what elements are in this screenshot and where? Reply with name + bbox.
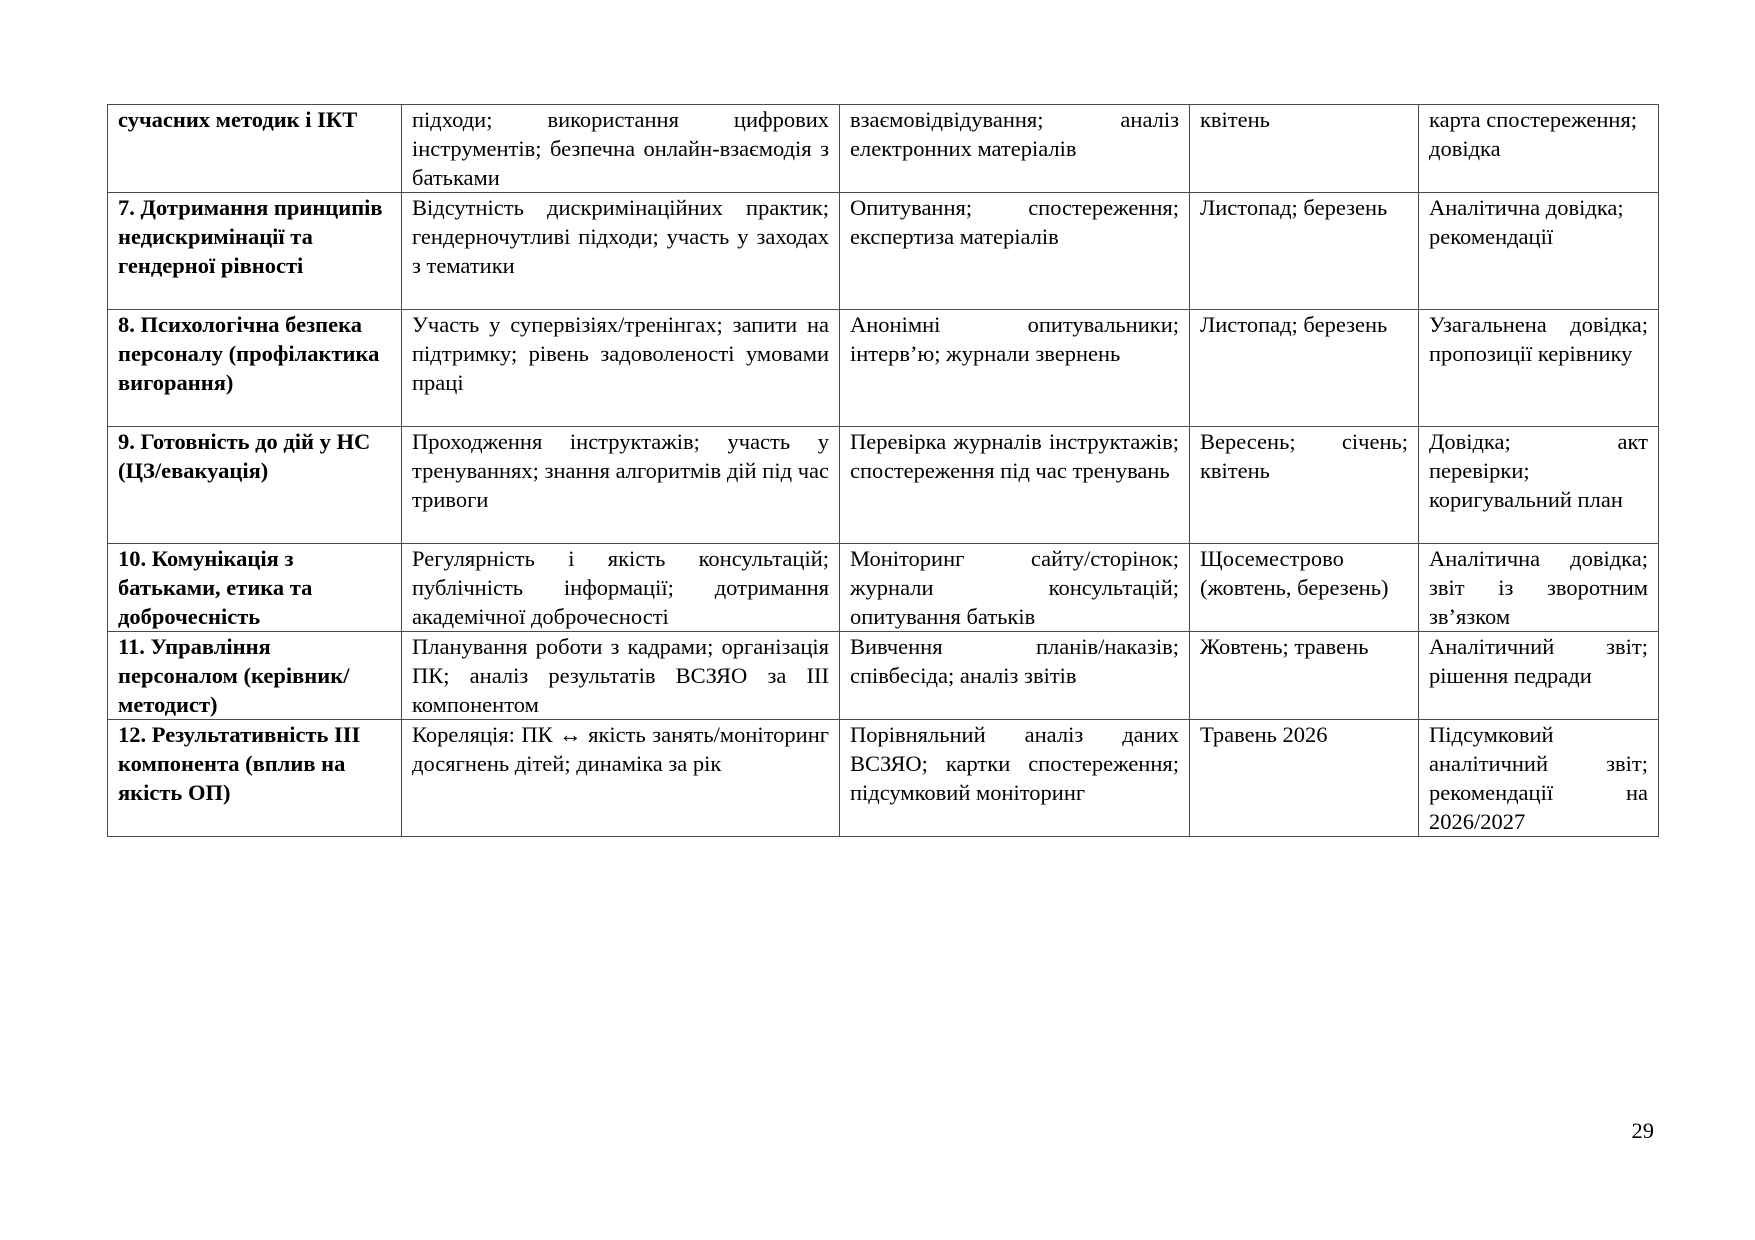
terms-cell: Жовтень; травень: [1190, 632, 1419, 720]
result-cell: Підсумковий аналітичний звіт; рекомендації на 2026/2027: [1419, 720, 1659, 837]
indicator-cell: 11. Управління персоналом (керівник/методист): [108, 632, 402, 720]
indicator-cell: 12. Результативність ІІІ компонента (вплив на якість ОП): [108, 720, 402, 837]
methods-cell: Моніторинг сайту/сторінок; журнали консультацій; опитування батьків: [840, 544, 1190, 632]
indicator-cell: сучасних методик і ІКТ: [108, 105, 402, 193]
result-cell: Довідка; акт перевірки; коригувальний план: [1419, 427, 1659, 544]
result-cell: Аналітичний звіт; рішення педради: [1419, 632, 1659, 720]
table-row: [108, 310, 1659, 427]
criteria-cell: Регулярність і якість консультацій; публічність інформації; дотримання академічної доброчесності: [402, 544, 840, 632]
criteria-cell: Проходження інструктажів; участь у тренуваннях; знання алгоритмів дій під час тривоги: [402, 427, 840, 544]
table-row: [108, 427, 1659, 544]
methods-cell: Перевірка журналів інструктажів; спостереження під час тренувань: [840, 427, 1190, 544]
indicator-cell: 10. Комунікація з батьками, етика та доброчесність: [108, 544, 402, 632]
terms-cell: Листопад; березень: [1190, 193, 1419, 310]
criteria-cell: Відсутність дискримінаційних практик; гендерночутливі підходи; участь у заходах з тематики: [402, 193, 840, 310]
indicator-cell: 9. Готовність до дій у НС (ЦЗ/евакуація): [108, 427, 402, 544]
table-row: [108, 193, 1659, 310]
result-cell: Аналітична довідка; звіт із зворотним зв’язком: [1419, 544, 1659, 632]
table-row: [108, 632, 1659, 720]
terms-cell: квітень: [1190, 105, 1419, 193]
criteria-cell: Участь у супервізіях/тренінгах; запити на підтримку; рівень задоволеності умовами праці: [402, 310, 840, 427]
criteria-cell: Кореляція: ПК ↔ якість занять/моніторинг досягнень дітей; динаміка за рік: [402, 720, 840, 837]
criteria-cell: Планування роботи з кадрами; організація ПК; аналіз результатів ВСЗЯО за ІІІ компонентом: [402, 632, 840, 720]
methods-cell: Опитування; спостереження; експертиза матеріалів: [840, 193, 1190, 310]
terms-cell: Листопад; березень: [1190, 310, 1419, 427]
terms-cell: Вересень; січень; квітень: [1190, 427, 1419, 544]
methods-cell: взаємовідвідування; аналіз електронних матеріалів: [840, 105, 1190, 193]
table-row: [108, 720, 1659, 837]
result-cell: Аналітична довідка; рекомендації: [1419, 193, 1659, 310]
result-cell: карта спостереження; довідка: [1419, 105, 1659, 193]
methods-cell: Анонімні опитувальники; інтерв’ю; журнали звернень: [840, 310, 1190, 427]
methods-cell: Порівняльний аналіз даних ВСЗЯО; картки спостереження; підсумковий моніторинг: [840, 720, 1190, 837]
table-row: [108, 544, 1659, 632]
indicator-cell: 7. Дотримання принципів недискримінації та гендерної рівності: [108, 193, 402, 310]
terms-cell: Щосеместрово (жовтень, березень): [1190, 544, 1419, 632]
methods-cell: Вивчення планів/наказів; співбесіда; аналіз звітів: [840, 632, 1190, 720]
indicator-cell: 8. Психологічна безпека персоналу (профілактика вигорання): [108, 310, 402, 427]
terms-cell: Травень 2026: [1190, 720, 1419, 837]
criteria-cell: підходи; використання цифрових інструментів; безпечна онлайн-взаємодія з батьками: [402, 105, 840, 193]
page-number: 29: [1631, 1118, 1654, 1143]
table-row: [108, 105, 1659, 193]
monitoring-table: [107, 104, 1659, 837]
result-cell: Узагальнена довідка; пропозиції керівнику: [1419, 310, 1659, 427]
